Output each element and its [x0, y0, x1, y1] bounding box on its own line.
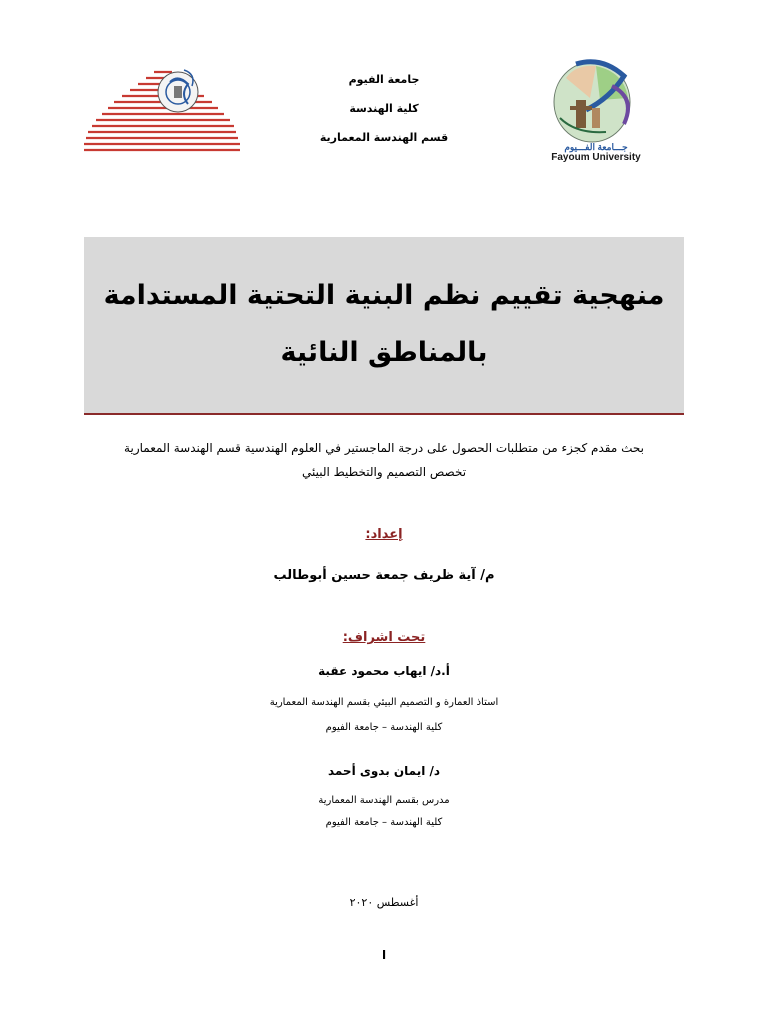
thesis-description — [84, 436, 684, 484]
university-header — [268, 70, 500, 157]
supervisor-1-affiliation: كلية الهندسة – جامعة الفيوم — [325, 722, 443, 733]
supervisor-2-affiliation: كلية الهندسة – جامعة الفيوم — [325, 817, 443, 828]
description-line-2: تخصص التصميم والتخطيط البيئي — [301, 465, 467, 479]
faculty-name: كلية الهندسة — [349, 102, 419, 115]
fayoum-university-logo — [546, 58, 646, 170]
university-name: جامعة الفيوم — [348, 73, 420, 86]
supervisor-1-title: استاذ العمارة و التصميم البيئي بقسم الهندسة المعمارية — [269, 697, 499, 708]
gear-emblem — [158, 70, 198, 112]
supervision-label: تحت اشراف: — [342, 630, 426, 645]
description-line-1: بحث مقدم كجزء من متطلبات الحصول على درجة الماجستير في العلوم الهندسية قسم الهندسة المعمارية — [124, 441, 644, 455]
prepared-by-label: إعداد: — [365, 527, 403, 542]
page-number: ا — [381, 948, 387, 962]
fayoum-emblem — [546, 58, 646, 144]
submission-date: أغسطس ٢٠٢٠ — [349, 896, 419, 909]
faculty-engineering-logo — [84, 64, 240, 158]
supervisor-1-name: أ.د/ ايهاب محمود عقبة — [318, 664, 450, 678]
fayoum-arabic-caption: جـــامعة الفـــيوم — [564, 142, 628, 152]
supervisor-2-name: د/ ايمان بدوى أحمد — [327, 764, 441, 778]
supervisor-2-title: مدرس بقسم الهندسة المعمارية — [318, 795, 450, 806]
author-name: م/ آية ظريف جمعة حسين أبوطالب — [273, 568, 495, 583]
fayoum-english-caption: Fayoum University — [551, 152, 641, 163]
department-name: قسم الهندسة المعمارية — [319, 131, 449, 144]
title-line-2: بالمناطق النائية — [280, 337, 488, 368]
title-box — [84, 237, 684, 415]
title-line-1: منهجية تقييم نظم البنية التحتية المستدامة — [103, 280, 665, 311]
